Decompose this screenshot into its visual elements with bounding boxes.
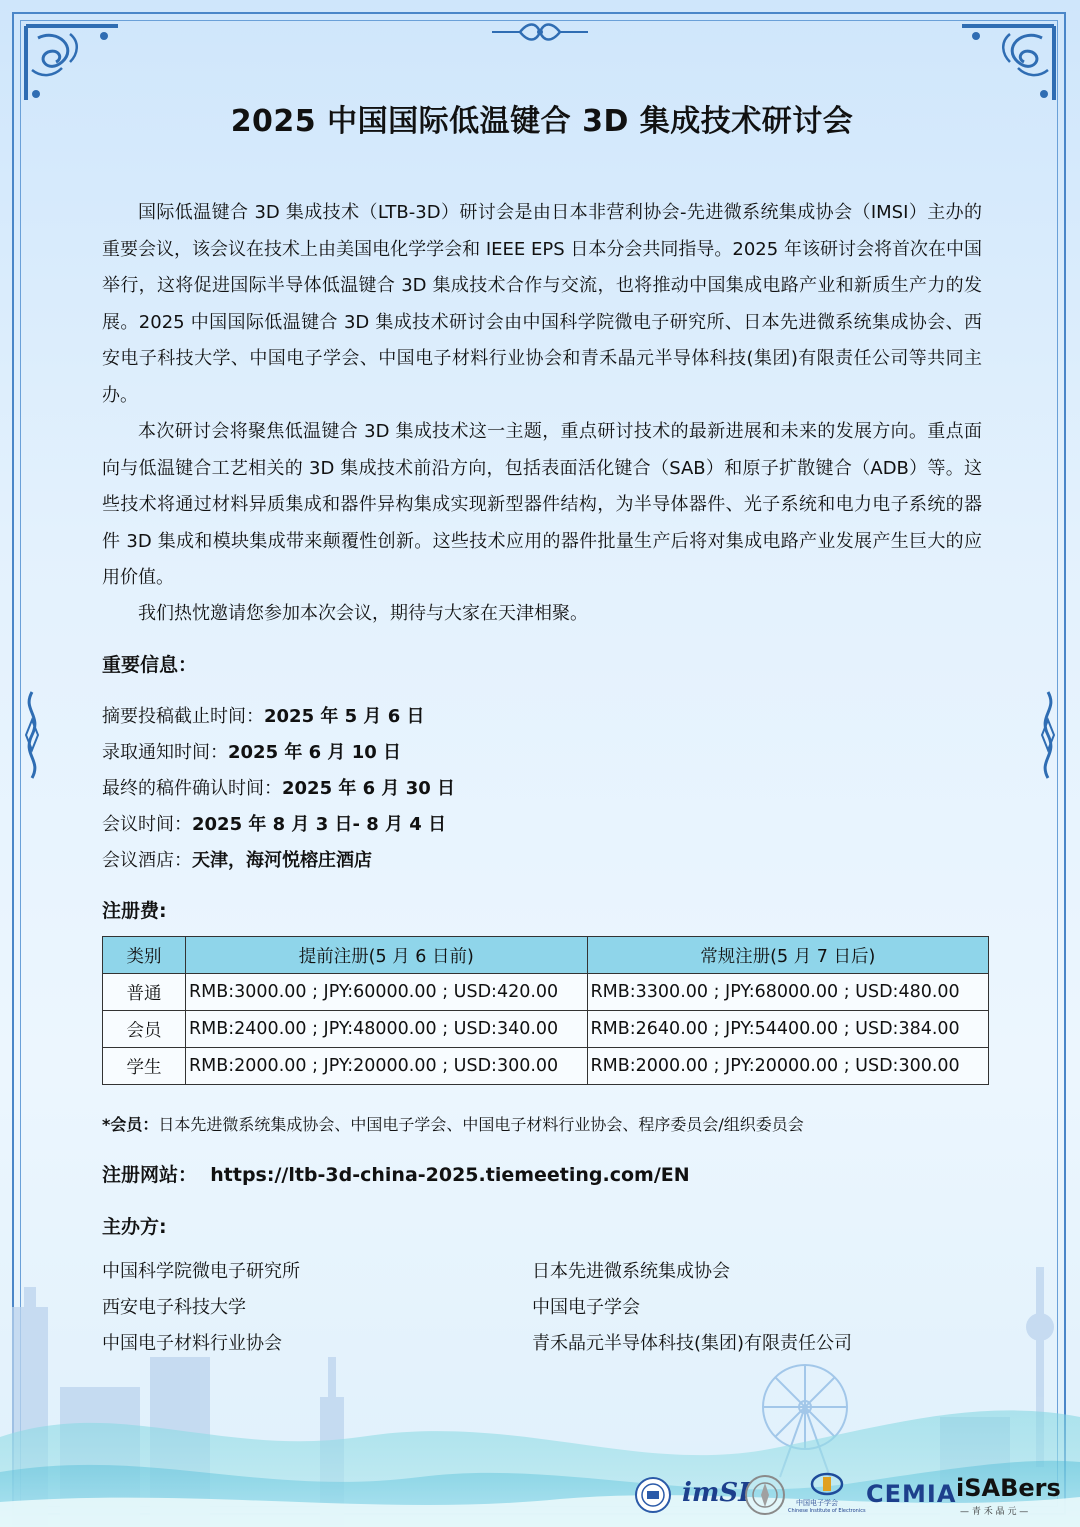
cie-logo-english: Chinese Institute of Electronics — [788, 1508, 866, 1514]
header-early: 提前注册(5 月 6 日前) — [186, 937, 588, 974]
intro-paragraph-3: 我们热忱邀请您参加本次会议，期待与大家在天津相聚。 — [138, 603, 588, 624]
intro-paragraph-2: 本次研讨会将聚焦低温键合 3D 集成技术这一主题，重点研讨技术的最新进展和未来的发展方向。重点面向与低温键合工艺相关的 3D 集成技术前沿方向，包括表面活化键合（SAB）和原子扩散键合（ADB）等。这些技术将通过材料异质集成和器件异构集成实现新型器件结构，为半导体器件、光子系统和电力电子系统的器件 3D 集成和模块集成带来颠覆性创新。这些技术应用的器件批量生产后将对集成电路产业发展产生巨大的应用价值。 — [102, 421, 982, 588]
isabers-logo: iSABers — [956, 1474, 1061, 1502]
table-row — [103, 974, 989, 1011]
important-info-heading: 重要信息： — [102, 654, 198, 676]
isabers-logo-subtitle: — 青 禾 晶 元 — — [960, 1507, 1029, 1517]
organizer-left-3: 中国电子材料行业协会 — [102, 1333, 282, 1354]
registration-website — [102, 1160, 690, 1187]
info-value: 2025 年 5 月 6 日 — [264, 706, 425, 727]
info-label: 录取通知时间： — [102, 742, 228, 763]
info-label: 摘要投稿截止时间： — [102, 706, 264, 727]
table-row — [103, 1011, 989, 1048]
registration-fee-table — [102, 936, 989, 1085]
top-center-ornament-icon — [490, 18, 590, 46]
info-label: 会议酒店： — [102, 850, 192, 871]
registration-label: 注册网站： — [102, 1164, 198, 1186]
member-note-label: *会员： — [102, 1115, 159, 1134]
cie-logo-chinese: 中国电子学会 — [796, 1499, 838, 1507]
organizer-left-1: 中国科学院微电子研究所 — [102, 1261, 300, 1282]
table-header-row — [103, 937, 989, 974]
corner-ornament-top-left-icon — [18, 18, 128, 108]
right-side-ornament-icon — [1036, 690, 1060, 780]
row-early-fee: RMB:2400.00 ; JPY:48000.00 ; USD:340.00 — [186, 1011, 588, 1048]
page-title: 2025 中国国际低温键合 3D 集成技术研讨会 — [230, 104, 854, 139]
organizers-heading: 主办方: — [102, 1216, 167, 1238]
cie-logo-icon — [810, 1472, 844, 1496]
xidian-university-logo-icon — [744, 1474, 786, 1516]
organizer-right-2: 中国电子学会 — [532, 1297, 640, 1318]
info-label: 最终的稿件确认时间： — [102, 778, 282, 799]
organizer-right-3: 青禾晶元半导体科技(集团)有限责任公司 — [532, 1333, 853, 1354]
left-side-ornament-icon — [20, 690, 44, 780]
row-category: 普通 — [103, 974, 186, 1011]
info-label: 会议时间： — [102, 814, 192, 835]
organizer-right-1: 日本先进微系统集成协会 — [532, 1261, 730, 1282]
sponsor-logos — [630, 1472, 1061, 1520]
row-regular-fee: RMB:2640.00 ; JPY:54400.00 ; USD:384.00 — [587, 1011, 989, 1048]
info-value: 天津，海河悦榕庄酒店 — [192, 850, 372, 871]
cemia-logo: CEMIA — [866, 1480, 957, 1508]
row-early-fee: RMB:2000.00 ; JPY:20000.00 ; USD:300.00 — [186, 1048, 588, 1085]
info-item-final-manuscript — [102, 774, 455, 800]
header-regular: 常规注册(5 月 7 日后) — [587, 937, 989, 974]
fees-heading: 注册费: — [102, 900, 167, 922]
info-item-acceptance-notice — [102, 738, 401, 764]
info-value: 2025 年 8 月 3 日- 8 月 4 日 — [192, 814, 447, 835]
member-note-text: 日本先进微系统集成协会、中国电子学会、中国电子材料行业协会、程序委员会/组织委员会 — [158, 1115, 804, 1134]
info-item-abstract-deadline — [102, 702, 424, 728]
table-row — [103, 1048, 989, 1085]
organizer-left-2: 西安电子科技大学 — [102, 1297, 246, 1318]
ime-cas-logo-icon — [634, 1476, 672, 1514]
member-note — [102, 1112, 804, 1135]
header-category: 类别 — [103, 937, 186, 974]
row-regular-fee: RMB:2000.00 ; JPY:20000.00 ; USD:300.00 — [587, 1048, 989, 1085]
intro-paragraph-1: 国际低温键合 3D 集成技术（LTB-3D）研讨会是由日本非营利协会-先进微系统集成协会（IMSI）主办的重要会议，该会议在技术上由美国电化学学会和 IEEE EPS 日本分会共同指导。2025 年该研讨会将首次在中国举行，这将促进国际半导体低温键合 3D 集成技术合作与交流，也将推动中国集成电路产业和新质生产力的发展。2025 中国国际低温键合 3D 集成技术研讨会由中国科学院微电子研究所、日本先进微系统集成协会、西安电子科技大学、中国电子学会、中国电子材料行业协会和青禾晶元半导体科技(集团)有限责任公司等共同主办。 — [102, 202, 982, 406]
row-regular-fee: RMB:3300.00 ; JPY:68000.00 ; USD:480.00 — [587, 974, 989, 1011]
info-item-conference-date — [102, 810, 446, 836]
row-category: 学生 — [103, 1048, 186, 1085]
registration-url-link[interactable]: https://ltb-3d-china-2025.tiemeeting.com/EN — [210, 1164, 690, 1186]
info-item-hotel — [102, 846, 372, 872]
row-early-fee: RMB:3000.00 ; JPY:60000.00 ; USD:420.00 — [186, 974, 588, 1011]
row-category: 会员 — [103, 1011, 186, 1048]
info-value: 2025 年 6 月 30 日 — [282, 778, 456, 799]
corner-ornament-top-right-icon — [952, 18, 1062, 108]
info-value: 2025 年 6 月 10 日 — [228, 742, 402, 763]
imsi-logo: imSI — [682, 1478, 751, 1508]
